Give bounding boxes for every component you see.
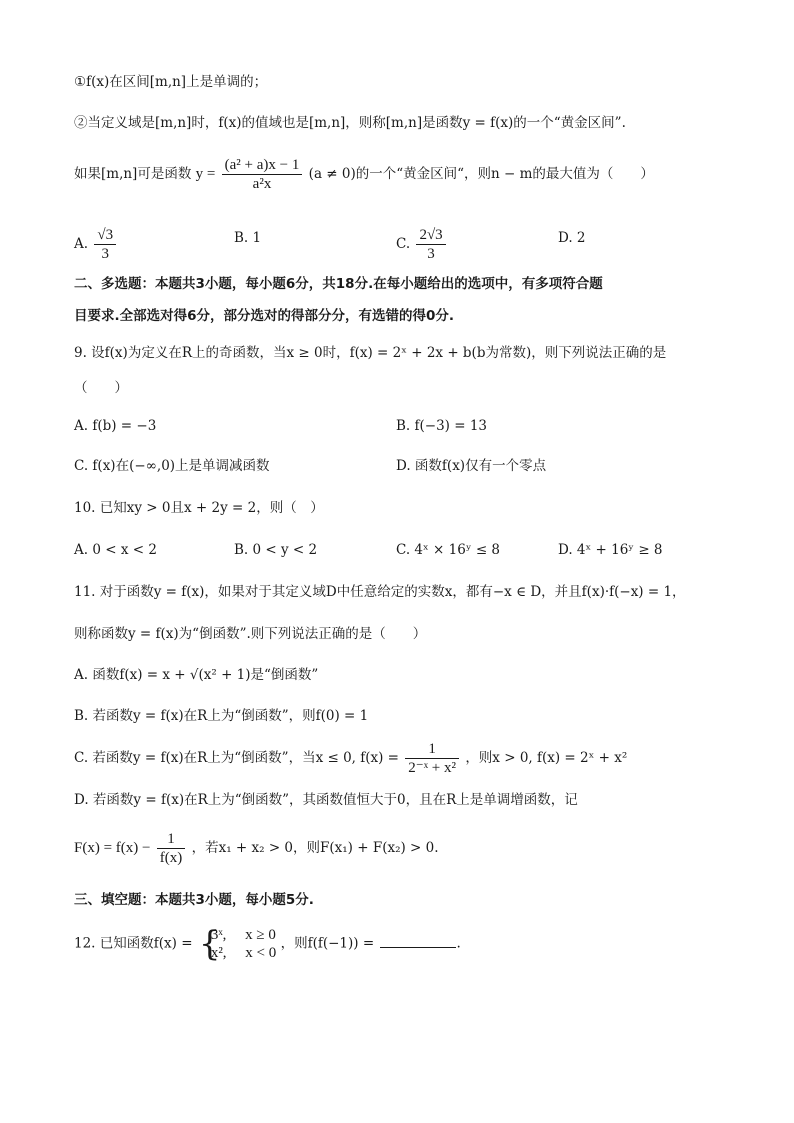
q8-option-a-num: √3 bbox=[94, 226, 116, 245]
q9-stem-line-2: （ ） bbox=[74, 380, 128, 396]
q11-option-d-line-1[interactable]: D. 若函数y = f(x)在R上为“倒函数”，其函数值恒大于0，且在R上是单调增函数，记 bbox=[74, 792, 578, 808]
section-2-heading-line-1: 二、多选题：本题共3小题，每小题6分，共18分.在每小题给出的选项中，有多项符合题 bbox=[74, 276, 603, 292]
q10-option-b[interactable]: B. 0 < y < 2 bbox=[234, 542, 318, 558]
q10-option-a[interactable]: A. 0 < x < 2 bbox=[74, 542, 157, 558]
q11-option-c-num: 1 bbox=[405, 740, 459, 759]
q8-stem-suffix: (a ≠ 0)的一个“黄金区间“，则n − m的最大值为（ ） bbox=[308, 166, 654, 182]
q11-d-fraction bbox=[157, 830, 186, 867]
q12-piece-row-1: 3ˣ, x ≥ 0 bbox=[210, 927, 276, 943]
q12-answer-blank[interactable] bbox=[380, 935, 456, 948]
q9-option-c[interactable]: C. f(x)在(−∞,0)上是单调减函数 bbox=[74, 458, 270, 474]
q11-d-den: f(x) bbox=[159, 850, 183, 866]
q8-option-b[interactable]: B. 1 bbox=[234, 230, 262, 246]
left-brace-icon: { bbox=[198, 924, 221, 964]
q8-option-c-fraction bbox=[416, 226, 445, 263]
q9-option-b[interactable]: B. f(−3) = 13 bbox=[396, 418, 488, 434]
q11-option-b[interactable]: B. 若函数y = f(x)在R上为“倒函数”，则f(0) = 1 bbox=[74, 708, 369, 724]
q12-piecewise bbox=[199, 926, 276, 962]
condition-1: ①f(x)在区间[m,n]上是单调的； bbox=[74, 74, 268, 90]
q8-func-fraction bbox=[222, 156, 303, 193]
q12-end: . bbox=[456, 935, 461, 952]
q11-stem-line-2: 则称函数y = f(x)为“倒函数”.则下列说法正确的是（ ） bbox=[74, 626, 427, 642]
q12-stem bbox=[74, 926, 461, 962]
q8-option-d[interactable]: D. 2 bbox=[558, 230, 586, 246]
condition-2: ②当定义域是[m,n]时，f(x)的值域也是[m,n]，则称[m,n]是函数y = f(x)的一个“黄金区间”. bbox=[74, 115, 626, 131]
q11-d-suffix: ，若x₁ + x₂ > 0，则F(x₁) + F(x₂) > 0. bbox=[191, 840, 439, 856]
q8-option-a-fraction bbox=[94, 226, 116, 263]
q10-stem: 10. 已知xy > 0且x + 2y = 2，则（ ） bbox=[74, 500, 324, 516]
q11-d-num: 1 bbox=[157, 830, 186, 849]
section-2-heading-line-2: 目要求.全部选对得6分，部分选对的得部分分，有选错的得0分. bbox=[74, 308, 455, 324]
q8-option-c-label: C. bbox=[396, 236, 411, 252]
q8-option-a-label: A. bbox=[74, 236, 89, 252]
q8-func-numerator: (a² + a)x − 1 bbox=[222, 156, 303, 175]
q12-suffix: ，则f(f(−1)) = bbox=[280, 935, 375, 952]
section-3-heading: 三、填空题：本题共3小题，每小题5分. bbox=[74, 892, 314, 908]
q11-option-d-line-2 bbox=[74, 830, 439, 867]
q8-func-y: y = bbox=[195, 166, 216, 182]
q11-option-c-fraction bbox=[405, 740, 459, 777]
q11-option-c-prefix: C. 若函数y = f(x)在R上为“倒函数”，当x ≤ 0, f(x) = bbox=[74, 750, 399, 766]
q8-func-denominator: a²x bbox=[252, 176, 272, 192]
q12-piece-row-2: x², x < 0 bbox=[210, 945, 277, 961]
q11-option-c[interactable] bbox=[74, 740, 627, 777]
q11-option-a[interactable]: A. 函数f(x) = x + √(x² + 1)是“倒函数” bbox=[74, 667, 319, 683]
q8-option-a[interactable] bbox=[74, 226, 118, 263]
q8-option-c-den: 3 bbox=[427, 246, 435, 262]
q11-option-c-suffix: ，则x > 0, f(x) = 2ˣ + x² bbox=[465, 750, 628, 766]
q10-option-c[interactable]: C. 4ˣ × 16ʸ ≤ 8 bbox=[396, 542, 501, 558]
q8-option-c[interactable] bbox=[396, 226, 448, 263]
q8-option-c-num: 2√3 bbox=[416, 226, 445, 245]
q8-option-a-den: 3 bbox=[101, 246, 109, 262]
q10-option-d[interactable]: D. 4ˣ + 16ʸ ≥ 8 bbox=[558, 542, 663, 558]
q12-prefix: 12. 已知函数f(x) = bbox=[74, 935, 193, 952]
question-8-stem bbox=[74, 156, 654, 193]
q9-option-a[interactable]: A. f(b) = −3 bbox=[74, 418, 157, 434]
q9-stem-line-1: 9. 设f(x)为定义在R上的奇函数，当x ≥ 0时，f(x) = 2ˣ + 2x + b(b为常数)，则下列说法正确的是 bbox=[74, 345, 667, 361]
q11-option-c-den: 2⁻ˣ + x² bbox=[408, 760, 457, 776]
q11-d-prefix: F(x) = f(x) − bbox=[74, 840, 151, 856]
q9-option-d[interactable]: D. 函数f(x)仅有一个零点 bbox=[396, 458, 547, 474]
q8-stem-prefix: 如果[m,n]可是函数 bbox=[74, 166, 192, 182]
q11-stem-line-1: 11. 对于函数y = f(x)，如果对于其定义域D中任意给定的实数x，都有−x ∈ D，并且f(x)·f(−x) = 1， bbox=[74, 584, 686, 600]
